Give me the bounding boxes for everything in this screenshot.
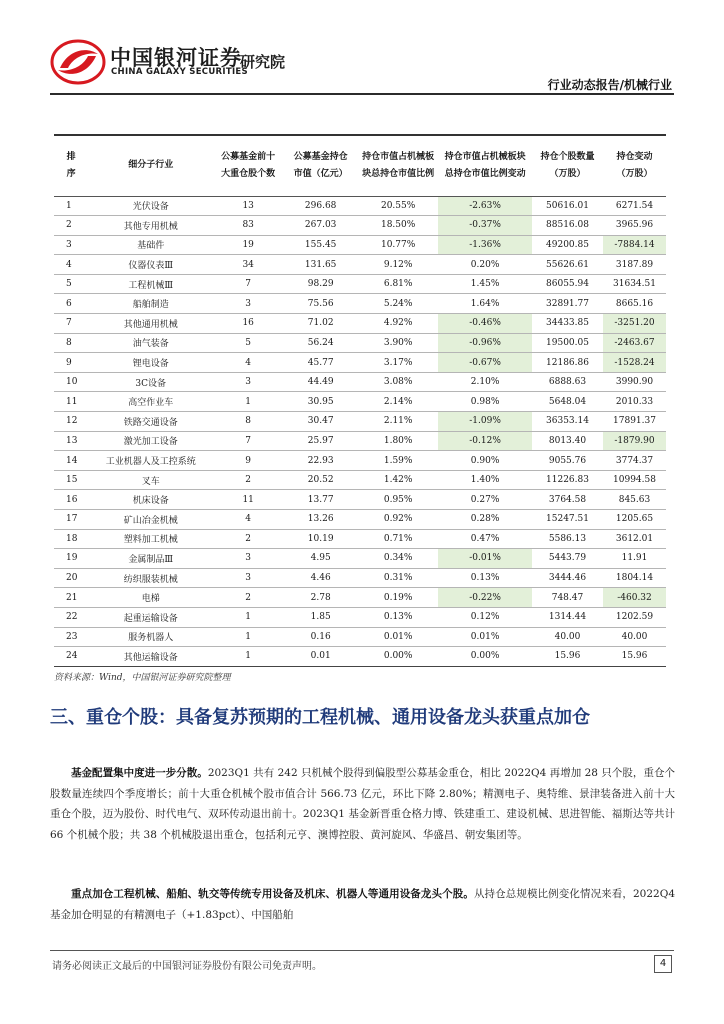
cell-share-change: 1.64% [470, 298, 500, 309]
cell-market-value: 0.16 [310, 631, 331, 642]
table-row [54, 255, 666, 275]
cell-shares: 40.00 [554, 631, 581, 642]
cell-share: 0.01% [383, 631, 413, 642]
cell-shares: 3444.46 [548, 573, 587, 584]
cell-share: 0.92% [383, 514, 413, 525]
header-shares: 持仓个股数量（万股） [540, 151, 595, 179]
cell-market-value: 4.46 [310, 573, 331, 584]
cell-share-change: 0.28% [470, 514, 500, 525]
cell-market-value: 13.77 [307, 494, 334, 505]
cell-share: 5.24% [383, 298, 413, 309]
cell-share-change: 0.90% [470, 455, 500, 466]
cell-shares: 11226.83 [546, 475, 589, 486]
cell-market-value: 1.85 [310, 612, 331, 623]
header-rule [50, 93, 674, 95]
cell-subindustry: 金属制品Ⅲ [128, 554, 174, 565]
cell-share-change: 0.20% [470, 259, 500, 270]
cell-subindustry: 铁路交通设备 [123, 417, 178, 428]
cell-share-change: -0.01% [438, 549, 532, 569]
cell-top10-count: 5 [245, 337, 252, 348]
cell-market-value: 75.56 [307, 298, 334, 309]
cell-market-value: 0.01 [310, 651, 331, 662]
cell-rank: 11 [66, 396, 78, 407]
cell-subindustry: 高空作业车 [128, 398, 174, 409]
cell-shares: 6888.63 [548, 377, 587, 388]
cell-shares: 86055.94 [546, 279, 589, 290]
cell-subindustry: 锂电设备 [132, 359, 169, 370]
cell-share: 0.34% [383, 553, 413, 564]
table-row [54, 470, 666, 490]
cell-subindustry: 其他专用机械 [123, 221, 178, 232]
header-share: 持仓市值占机械板块总持仓市值比例 [362, 151, 435, 179]
header-rank: 排序 [66, 151, 76, 179]
cell-market-value: 155.45 [304, 239, 337, 250]
cell-top10-count: 3 [245, 377, 252, 388]
cell-share: 18.50% [380, 220, 416, 231]
cell-rank: 14 [66, 455, 78, 466]
table-row [54, 392, 666, 412]
cell-share: 1.42% [383, 475, 413, 486]
brand-name-cn: 中国银河证券 [110, 46, 242, 70]
cell-share-change: 1.45% [470, 279, 500, 290]
cell-shares-change: -2463.67 [603, 333, 666, 353]
cell-share-change: -1.36% [438, 235, 532, 255]
header-market-value: 公募基金持仓市值（亿元） [293, 151, 348, 179]
cell-top10-count: 1 [245, 631, 252, 642]
cell-shares-change: 40.00 [621, 631, 648, 642]
cell-share: 4.92% [383, 318, 413, 329]
cell-rank: 2 [66, 220, 72, 231]
cell-shares: 8013.40 [548, 435, 587, 446]
cell-share-change: -0.37% [438, 216, 532, 236]
cell-share-change: 0.27% [470, 494, 500, 505]
cell-rank: 3 [66, 239, 72, 250]
cell-top10-count: 2 [245, 475, 252, 486]
cell-subindustry: 3C设备 [135, 378, 166, 389]
cell-shares: 49200.85 [546, 239, 589, 250]
paragraph-1-text: 2023Q1 共有 242 只机械个股得到偏股型公募基金重仓，相比 2022Q4 再增加 28 只个股，重仓个股数量连续四个季度增长；前十大重仓机械个股市值合计 566.73 亿元，环比下降 2.80%；精测电子、奥特维、景津装备进入前十大重仓个股，迈为股份、时代电气、双环传动退出前十。2023Q1 基金新晋重仓格力博、铁建重工、建设机械、思进智能、福斯达等共计 66 个机械个股；共 38 个机械股退出重仓，包括利元亨、澳博控股、黄河旋风、华盛昌、朝安集团等。 [50, 767, 675, 841]
cell-top10-count: 9 [245, 455, 252, 466]
footer-rule [50, 950, 674, 951]
cell-share: 6.81% [383, 279, 413, 290]
cell-shares: 32891.77 [546, 298, 589, 309]
cell-shares-change: 15.96 [621, 651, 648, 662]
cell-share: 1.80% [383, 435, 413, 446]
table-row [54, 490, 666, 510]
cell-share-change: -0.67% [438, 353, 532, 373]
table-row [54, 647, 666, 667]
cell-rank: 20 [66, 573, 78, 584]
cell-market-value: 13.26 [307, 514, 334, 525]
cell-shares-change: 6271.54 [615, 200, 654, 211]
cell-market-value: 20.52 [307, 475, 334, 486]
cell-shares: 5586.13 [548, 533, 587, 544]
cell-shares-change: -460.32 [603, 588, 666, 608]
cell-rank: 9 [66, 357, 72, 368]
cell-shares-change: 1804.14 [615, 573, 654, 584]
table-row [54, 627, 666, 647]
page-number: 4 [654, 955, 672, 973]
cell-top10-count: 19 [242, 239, 254, 250]
cell-subindustry: 叉车 [141, 476, 160, 487]
cell-market-value: 56.24 [307, 337, 334, 348]
cell-shares: 9055.76 [548, 455, 587, 466]
paragraph-2 [50, 884, 675, 925]
cell-share-change: -1.09% [438, 412, 532, 432]
table-row [54, 510, 666, 530]
cell-share-change: 0.13% [470, 573, 500, 584]
cell-shares-change: 3990.90 [615, 377, 654, 388]
cell-subindustry: 其他运输设备 [123, 652, 178, 663]
cell-top10-count: 4 [245, 357, 252, 368]
cell-shares-change: -3251.20 [603, 314, 666, 334]
cell-rank: 16 [66, 494, 78, 505]
cell-share: 10.77% [380, 239, 416, 250]
cell-shares: 12186.86 [546, 357, 589, 368]
cell-share: 0.71% [383, 533, 413, 544]
cell-shares-change: 3965.96 [615, 220, 654, 231]
table-row [54, 353, 666, 373]
cell-shares: 50616.01 [546, 200, 589, 211]
cell-shares-change: 8665.16 [615, 298, 654, 309]
cell-top10-count: 16 [242, 318, 254, 329]
table-row [54, 451, 666, 471]
cell-rank: 7 [66, 318, 72, 329]
table-row [54, 274, 666, 294]
cell-share: 0.19% [383, 592, 413, 603]
table-body [54, 196, 666, 666]
table-row [54, 568, 666, 588]
cell-market-value: 131.65 [304, 259, 337, 270]
cell-shares: 55626.61 [546, 259, 589, 270]
cell-rank: 4 [66, 259, 72, 270]
table-row [54, 529, 666, 549]
table-row [54, 372, 666, 392]
cell-rank: 22 [66, 612, 78, 623]
paragraph-1 [50, 763, 675, 845]
cell-share: 0.00% [383, 651, 413, 662]
cell-shares: 3764.58 [548, 494, 587, 505]
table-row [54, 607, 666, 627]
paragraph-2-text: 从持仓总规模比例变化情况来看，2022Q4 基金加仓明显的有精测电子（+1.83pct）、中国船舶 [50, 888, 675, 921]
cell-top10-count: 1 [245, 612, 252, 623]
header-shares-change: 持仓变动（万股） [616, 151, 653, 179]
cell-subindustry: 纺织服装机械 [123, 574, 178, 585]
cell-subindustry: 电梯 [141, 594, 160, 605]
cell-top10-count: 1 [245, 396, 252, 407]
cell-share-change: 0.01% [470, 631, 500, 642]
cell-share-change: 0.12% [470, 612, 500, 623]
cell-shares: 88516.08 [546, 220, 589, 231]
cell-shares-change: 3187.89 [615, 259, 654, 270]
cell-rank: 17 [66, 514, 78, 525]
cell-shares-change: -1528.24 [603, 353, 666, 373]
cell-shares-change: 845.63 [618, 494, 651, 505]
holdings-table [54, 134, 666, 667]
cell-subindustry: 矿山冶金机械 [123, 515, 178, 526]
cell-market-value: 296.68 [304, 200, 337, 211]
table-row [54, 412, 666, 432]
cell-market-value: 45.77 [307, 357, 334, 368]
cell-shares-change: 1205.65 [615, 514, 654, 525]
cell-subindustry: 服务机器人 [128, 633, 174, 644]
cell-market-value: 22.93 [307, 455, 334, 466]
table-row [54, 196, 666, 216]
cell-subindustry: 机床设备 [132, 496, 169, 507]
cell-share-change: 0.98% [470, 396, 500, 407]
header-share-change: 持仓市值占机械板块总持仓市值比例变动 [444, 151, 526, 179]
cell-shares: 5648.04 [548, 396, 587, 407]
table-row [54, 216, 666, 236]
paragraph-2-lead: 重点加仓工程机械、船舶、轨交等传统专用设备及机床、机器人等通用设备龙头个股。 [71, 888, 474, 900]
cell-share: 2.11% [383, 416, 413, 427]
cell-market-value: 71.02 [307, 318, 334, 329]
cell-top10-count: 1 [245, 651, 252, 662]
table-row [54, 294, 666, 314]
cell-top10-count: 3 [245, 298, 252, 309]
cell-top10-count: 4 [245, 514, 252, 525]
cell-shares: 34433.85 [546, 318, 589, 329]
cell-top10-count: 3 [245, 573, 252, 584]
cell-share: 20.55% [380, 200, 416, 211]
cell-rank: 8 [66, 337, 72, 348]
table-row [54, 549, 666, 569]
cell-top10-count: 2 [245, 592, 252, 603]
cell-share-change: -0.12% [438, 431, 532, 451]
cell-top10-count: 3 [245, 553, 252, 564]
cell-shares-change: 11.91 [621, 553, 648, 564]
cell-rank: 5 [66, 279, 72, 290]
cell-share-change: 0.47% [470, 533, 500, 544]
cell-share: 2.14% [383, 396, 413, 407]
cell-top10-count: 8 [245, 416, 252, 427]
table-row [54, 431, 666, 451]
cell-market-value: 267.03 [304, 220, 337, 231]
source-note: 资料来源：Wind，中国银河证券研究院整理 [54, 673, 231, 683]
cell-market-value: 25.97 [307, 435, 334, 446]
cell-rank: 23 [66, 631, 78, 642]
cell-top10-count: 11 [242, 494, 254, 505]
cell-subindustry: 船舶制造 [132, 300, 169, 311]
cell-rank: 21 [66, 592, 78, 603]
brand-sub: 研究院 [240, 53, 286, 71]
cell-share-change: -0.96% [438, 333, 532, 353]
cell-shares-change: 3774.37 [615, 455, 654, 466]
cell-top10-count: 83 [242, 220, 254, 231]
cell-top10-count: 13 [242, 200, 254, 211]
cell-shares-change: -1879.90 [603, 431, 666, 451]
table-row [54, 588, 666, 608]
cell-share-change: -0.46% [438, 314, 532, 334]
cell-shares: 19500.05 [546, 337, 589, 348]
cell-subindustry: 仪器仪表Ⅲ [128, 261, 174, 272]
cell-share: 1.59% [383, 455, 413, 466]
cell-shares: 5443.79 [548, 553, 587, 564]
cell-market-value: 30.95 [307, 396, 334, 407]
cell-rank: 1 [66, 200, 72, 211]
cell-subindustry: 工程机械Ⅲ [128, 280, 174, 291]
paragraph-1-lead: 基金配置集中度进一步分散。 [71, 767, 208, 779]
cell-top10-count: 7 [245, 435, 252, 446]
cell-share: 9.12% [383, 259, 413, 270]
footer-disclaimer: 请务必阅读正文最后的中国银河证券股份有限公司免责声明。 [52, 961, 322, 972]
cell-share: 3.90% [383, 337, 413, 348]
table-header [54, 135, 666, 196]
cell-rank: 19 [66, 553, 78, 564]
cell-subindustry: 起重运输设备 [123, 613, 178, 624]
cell-shares: 1314.44 [548, 612, 587, 623]
cell-rank: 18 [66, 533, 78, 544]
cell-shares: 15247.51 [546, 514, 589, 525]
cell-top10-count: 34 [242, 259, 254, 270]
cell-share-change: -0.22% [438, 588, 532, 608]
cell-share-change: 0.00% [470, 651, 500, 662]
cell-rank: 12 [66, 416, 78, 427]
cell-top10-count: 2 [245, 533, 252, 544]
galaxy-logo-icon [50, 38, 106, 86]
header-row [54, 135, 666, 196]
cell-shares-change: 3612.01 [615, 533, 654, 544]
cell-shares-change: 10994.58 [613, 475, 656, 486]
cell-rank: 24 [66, 651, 78, 662]
cell-subindustry: 工业机器人及工控系统 [105, 457, 196, 468]
brand-name-en: CHINA GALAXY SECURITIES [111, 67, 248, 77]
cell-top10-count: 7 [245, 279, 252, 290]
cell-market-value: 2.78 [310, 592, 331, 603]
cell-shares-change: 17891.37 [613, 416, 656, 427]
cell-shares: 15.96 [554, 651, 581, 662]
cell-shares-change: 1202.59 [615, 612, 654, 623]
cell-rank: 13 [66, 435, 78, 446]
cell-share-change: 1.40% [470, 475, 500, 486]
cell-share: 0.31% [383, 573, 413, 584]
cell-shares: 748.47 [551, 592, 584, 603]
cell-subindustry: 光伏设备 [132, 202, 169, 213]
cell-share: 3.17% [383, 357, 413, 368]
cell-market-value: 4.95 [310, 553, 331, 564]
cell-share-change: 2.10% [470, 377, 500, 388]
header-top10-count: 公募基金前十大重仓股个数 [221, 151, 276, 179]
cell-market-value: 44.49 [307, 377, 334, 388]
section-title: 三、重仓个股：具备复苏预期的工程机械、通用设备龙头获重点加仓 [50, 707, 590, 728]
cell-subindustry: 激光加工设备 [123, 437, 178, 448]
cell-shares-change: 31634.51 [613, 279, 656, 290]
cell-share: 3.08% [383, 377, 413, 388]
cell-market-value: 30.47 [307, 416, 334, 427]
cell-subindustry: 油气装备 [132, 339, 169, 350]
cell-rank: 6 [66, 298, 72, 309]
cell-rank: 10 [66, 377, 78, 388]
cell-subindustry: 基础件 [137, 241, 165, 252]
table-row [54, 314, 666, 334]
cell-subindustry: 其他通用机械 [123, 319, 178, 330]
cell-shares-change: -7884.14 [603, 235, 666, 255]
cell-share: 0.95% [383, 494, 413, 505]
cell-share: 0.13% [383, 612, 413, 623]
report-type: 行业动态报告/机械行业 [547, 78, 672, 92]
cell-subindustry: 塑料加工机械 [123, 535, 178, 546]
header-subindustry: 细分子行业 [128, 160, 174, 171]
cell-market-value: 10.19 [307, 533, 334, 544]
cell-rank: 15 [66, 475, 78, 486]
cell-shares-change: 2010.33 [615, 396, 654, 407]
table-row [54, 235, 666, 255]
cell-shares: 36353.14 [546, 416, 589, 427]
table-row [54, 333, 666, 353]
cell-share-change: -2.63% [438, 196, 532, 216]
cell-market-value: 98.29 [307, 279, 334, 290]
